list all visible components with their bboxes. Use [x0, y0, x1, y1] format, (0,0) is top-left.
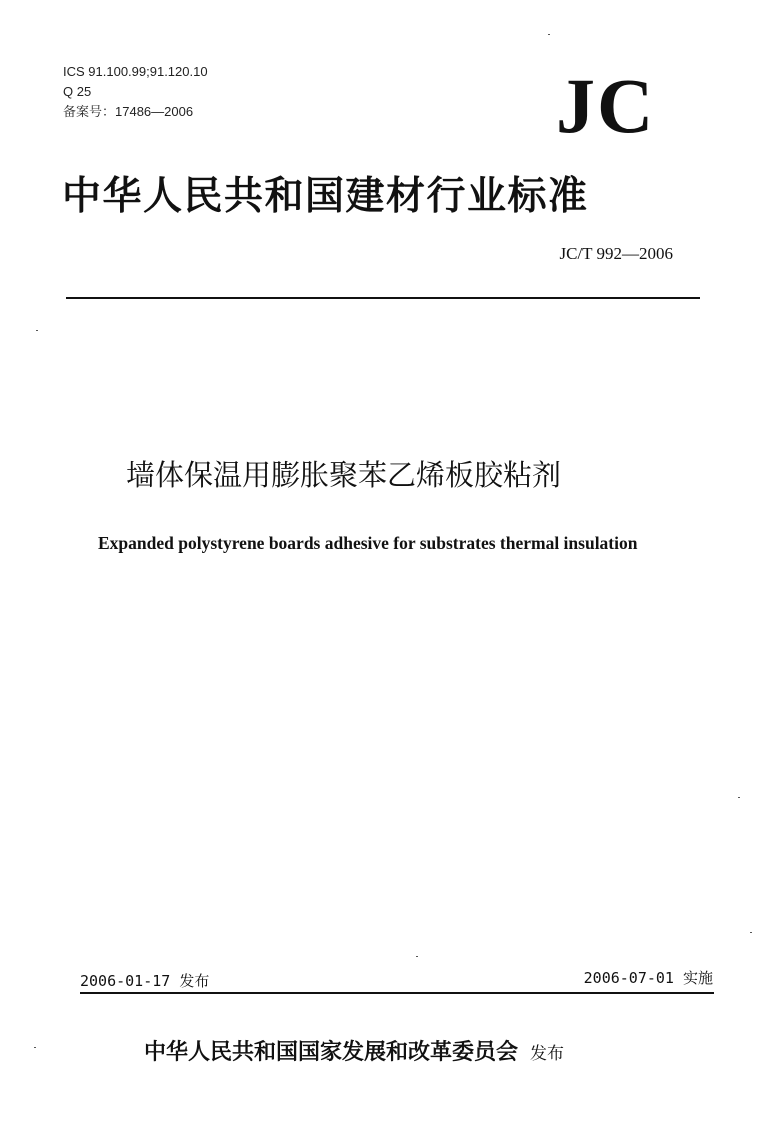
scan-speck — [36, 330, 38, 331]
scan-speck — [416, 956, 418, 957]
issue-date: 2006-01-17 发布 — [80, 972, 210, 990]
jc-logo: JC — [556, 62, 656, 149]
ics-code: ICS 91.100.99;91.120.10 — [63, 64, 208, 79]
publisher-suffix: 发布 — [530, 1044, 565, 1064]
document-metadata — [63, 62, 208, 122]
bottom-divider — [80, 992, 714, 994]
standard-category-title: 中华人民共和国建材行业标准 — [62, 173, 589, 219]
scan-speck — [738, 797, 740, 798]
standard-number: JC/T 992—2006 — [559, 244, 673, 263]
record-number: 备案号：17486—2006 — [63, 104, 194, 119]
scan-speck — [750, 932, 752, 933]
scan-speck — [548, 34, 550, 35]
scan-speck — [34, 1047, 36, 1048]
top-divider — [66, 297, 700, 299]
publisher-line — [144, 1036, 564, 1070]
implementation-date: 2006-07-01 实施 — [583, 969, 713, 987]
ccs-code: Q 25 — [63, 84, 92, 99]
publisher-name: 中华人民共和国国家发展和改革委员会 — [144, 1039, 519, 1065]
document-title-chinese: 墙体保温用膨胀聚苯乙烯板胶粘剂 — [126, 458, 562, 492]
document-title-english: Expanded polystyrene boards adhesive for substrates thermal insulation — [98, 533, 638, 553]
